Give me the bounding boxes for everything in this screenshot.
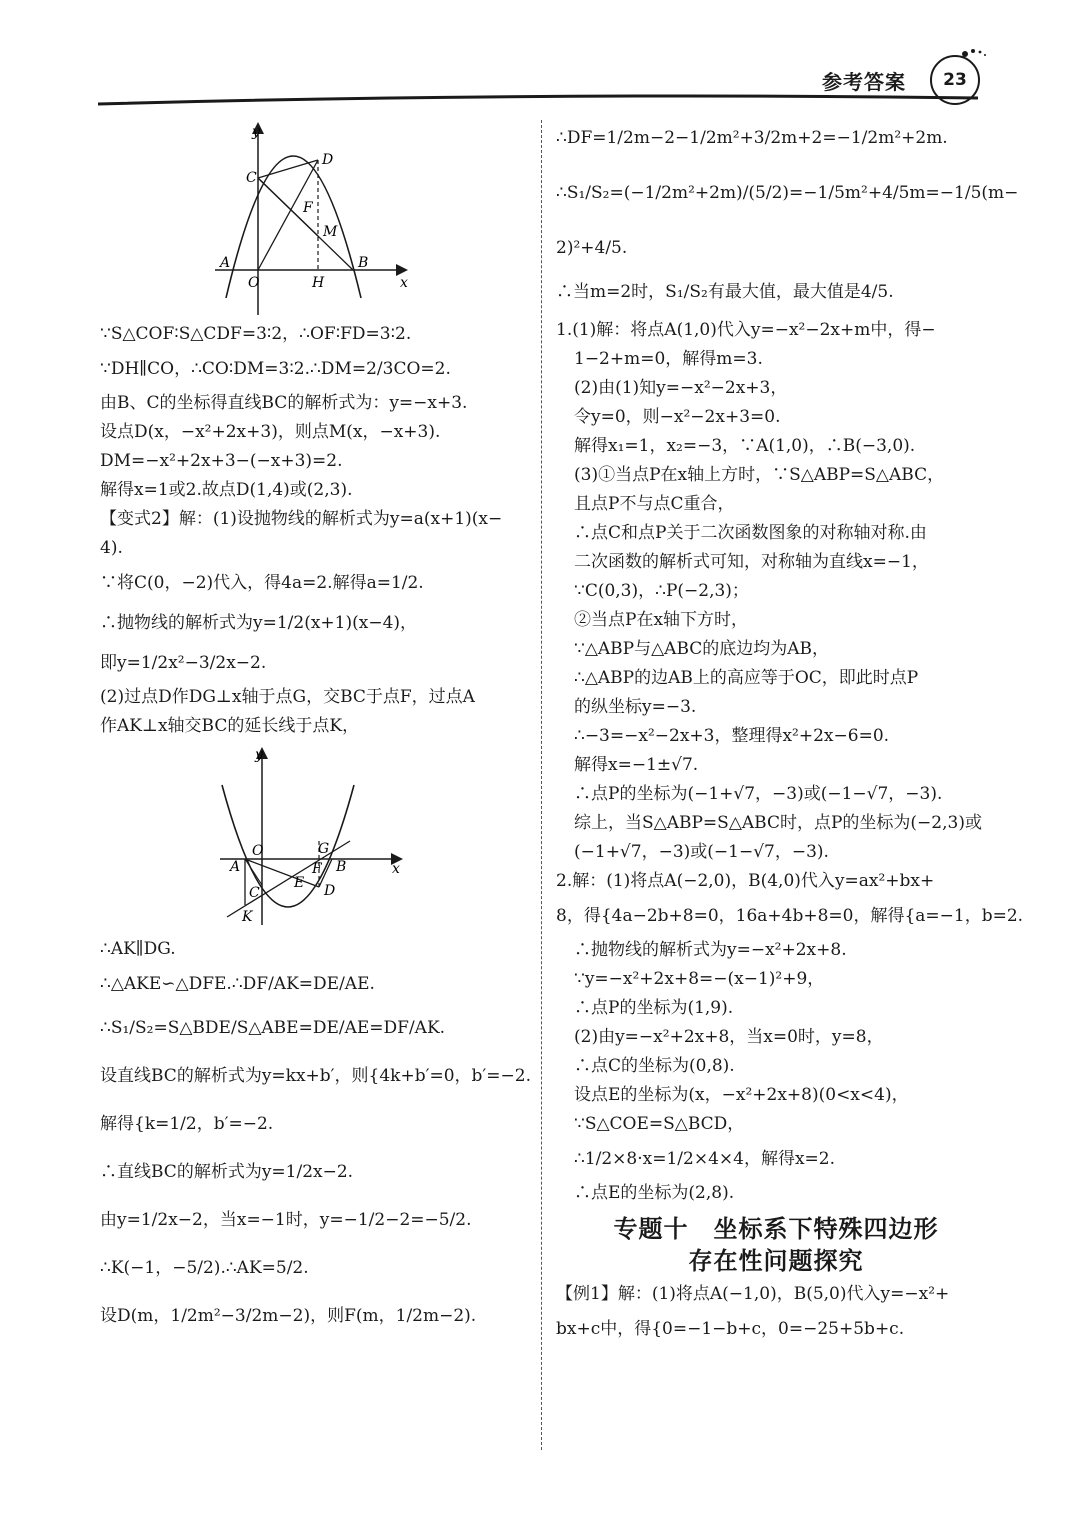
right-line-29: (2)由y=−x²+2x+8，当x=0时，y=8，	[574, 1027, 884, 1047]
right-line-6: 1−2+m=0，解得m=3.	[574, 349, 763, 369]
right-line-11: 且点P不与点C重合，	[574, 494, 735, 514]
section-subtitle: 存在性问题探究	[688, 1247, 864, 1275]
left-line-7: 【变式2】解：(1)设抛物线的解析式为y=a(x+1)(x−	[100, 509, 503, 529]
fig1-label-M: M	[323, 224, 338, 240]
fig1-label-x: x	[400, 275, 408, 291]
fig2-label-E: E	[294, 875, 305, 891]
fig2-label-O: O	[252, 843, 264, 859]
fig1-label-C: C	[246, 170, 257, 186]
fig1-label-A: A	[220, 255, 231, 271]
right-line-30: ∴点C的坐标为(0,8).	[574, 1056, 735, 1076]
left-line-19: ∴直线BC的解析式为y=1/2x−2.	[100, 1162, 354, 1182]
right-line-19: ∴−3=−x²−2x+3，整理得x²+2x−6=0.	[574, 726, 890, 746]
right-line-14: ∵C(0,3)，∴P(−2,3)；	[574, 581, 749, 601]
fig2-label-K: K	[242, 909, 253, 925]
fig2-label-A: A	[230, 859, 241, 875]
right-line-32: ∵S△COE=S△BCD，	[574, 1114, 745, 1134]
fig2-label-G: G	[318, 841, 330, 857]
header-rule	[98, 94, 978, 106]
fig1-label-D: D	[322, 152, 334, 168]
right-line-13: 二次函数的解析式可知，对称轴为直线x=−1，	[574, 552, 929, 572]
right-line-33: ∴1/2×8·x=1/2×4×4，解得x=2.	[574, 1149, 836, 1169]
left-line-18: 解得{k=1/2，b′=−2.	[100, 1114, 274, 1134]
parabola-figure-2	[200, 745, 530, 935]
left-line-6: 解得x=1或2.故点D(1,4)或(2,3).	[100, 480, 353, 500]
left-line-17: 设直线BC的解析式为y=kx+b′，则{4k+b′=0，b′=−2.	[100, 1066, 531, 1086]
fig1-label-H: H	[312, 275, 325, 291]
column-divider	[541, 120, 542, 1450]
right-line-2: ∴S₁/S₂=(−1/2m²+2m)/(5/2)=−1/5m²+4/5m=−1/5(m−	[556, 183, 1019, 203]
right-line-21: ∴点P的坐标为(−1+√7，−3)或(−1−√7，−3).	[574, 784, 943, 804]
left-line-4: 设点D(x，−x²+2x+3)，则点M(x，−x+3).	[100, 422, 441, 442]
left-column	[100, 120, 530, 1340]
left-line-5: DM=−x²+2x+3−(−x+3)=2.	[100, 451, 343, 471]
right-line-24: 2.解：(1)将点A(−2,0)，B(4,0)代入y=ax²+bx+	[556, 871, 935, 891]
left-line-8: 4).	[100, 538, 123, 558]
right-line-28: ∴点P的坐标为(1,9).	[574, 998, 734, 1018]
right-line-37: 【例1】解：(1)将点A(−1,0)，B(5,0)代入y=−x²+	[556, 1284, 950, 1304]
parabola-figure-1	[180, 120, 510, 320]
left-line-9: ∵将C(0，−2)代入，得4a=2.解得a=1/2.	[100, 573, 424, 593]
right-line-15: ②当点P在x轴下方时，	[574, 610, 749, 630]
right-line-25: 8，得{4a−2b+8=0，16a+4b+8=0，解得{a=−1，b=2.	[556, 906, 1024, 926]
fig1-label-B: B	[358, 255, 369, 271]
left-line-15: ∴△AKE∽△DFE.∴DF/AK=DE/AE.	[100, 974, 375, 994]
right-line-8: 令y=0，则−x²−2x+3=0.	[574, 407, 781, 427]
section-title: 专题十 坐标系下特殊四边形	[613, 1215, 939, 1243]
left-line-13: 作AK⊥x轴交BC的延长线于点K，	[100, 716, 360, 736]
right-line-3: 2)²+4/5.	[556, 238, 628, 258]
left-line-22: 设D(m，1/2m²−3/2m−2)，则F(m，1/2m−2).	[100, 1306, 477, 1326]
right-line-1: ∴DF=1/2m−2−1/2m²+3/2m+2=−1/2m²+2m.	[556, 128, 948, 148]
right-line-4: ∴当m=2时，S₁/S₂有最大值，最大值是4/5.	[556, 282, 894, 302]
right-line-26: ∴抛物线的解析式为y=−x²+2x+8.	[574, 940, 847, 960]
right-line-27: ∵y=−x²+2x+8=−(x−1)²+9，	[574, 969, 825, 989]
left-line-11: 即y=1/2x²−3/2x−2.	[100, 653, 267, 673]
right-line-17: ∴△ABP的边AB上的高应等于OC，即此时点P	[574, 668, 919, 688]
right-line-12: ∴点C和点P关于二次函数图象的对称轴对称.由	[574, 523, 927, 543]
left-line-10: ∴抛物线的解析式为y=1/2(x+1)(x−4)，	[100, 613, 418, 633]
right-line-5: 1.(1)解：将点A(1,0)代入y=−x²−2x+m中，得−	[556, 320, 936, 340]
left-line-20: 由y=1/2x−2，当x=−1时，y=−1/2−2=−5/2.	[100, 1210, 472, 1230]
right-line-22: 综上，当S△ABP=S△ABC时，点P的坐标为(−2,3)或	[574, 813, 982, 833]
right-line-10: (3)①当点P在x轴上方时，∵S△ABP=S△ABC，	[574, 465, 945, 485]
fig2-label-C: C	[249, 885, 260, 901]
right-line-18: 的纵坐标y=−3.	[574, 697, 697, 717]
right-column	[556, 118, 1024, 1349]
right-line-31: 设点E的坐标为(x，−x²+2x+8)(0<x<4)，	[574, 1085, 909, 1105]
fig2-label-F: F	[312, 861, 322, 877]
left-line-2: ∵DH∥CO，∴CO∶DM=3∶2.∴DM=2/3CO=2.	[100, 359, 451, 379]
left-line-1: ∵S△COF∶S△CDF=3∶2，∴OF∶FD=3∶2.	[100, 324, 412, 344]
right-line-16: ∵△ABP与△ABC的底边均为AB，	[574, 639, 830, 659]
right-line-23: (−1+√7，−3)或(−1−√7，−3).	[574, 842, 829, 862]
fig1-label-F: F	[303, 200, 313, 216]
left-line-16: ∴S₁/S₂=S△BDE/S△ABE=DE/AE=DF/AK.	[100, 1018, 446, 1038]
left-line-12: (2)过点D作DG⊥x轴于点G，交BC于点F，过点A	[100, 687, 475, 707]
left-line-3: 由B、C的坐标得直线BC的解析式为：y=−x+3.	[100, 393, 468, 413]
right-line-20: 解得x=−1±√7.	[574, 755, 699, 775]
right-line-34: ∴点E的坐标为(2,8).	[574, 1183, 735, 1203]
right-line-38: bx+c中，得{0=−1−b+c，0=−25+5b+c.	[556, 1319, 905, 1339]
fig2-label-B: B	[336, 859, 347, 875]
page-number: 23	[930, 55, 980, 105]
right-line-7: (2)由(1)知y=−x²−2x+3，	[574, 378, 788, 398]
fig1-label-y: y	[252, 124, 260, 140]
left-line-21: ∴K(−1，−5/2).∴AK=5/2.	[100, 1258, 309, 1278]
fig2-label-D: D	[324, 883, 336, 899]
fig2-label-x: x	[392, 861, 400, 877]
fig2-label-y: y	[255, 747, 263, 763]
header-title: 参考答案	[822, 70, 906, 94]
left-line-14: ∴AK∥DG.	[100, 939, 176, 959]
right-line-9: 解得x₁=1，x₂=−3，∵A(1,0)，∴B(−3,0).	[574, 436, 916, 456]
fig1-label-O: O	[248, 275, 260, 291]
